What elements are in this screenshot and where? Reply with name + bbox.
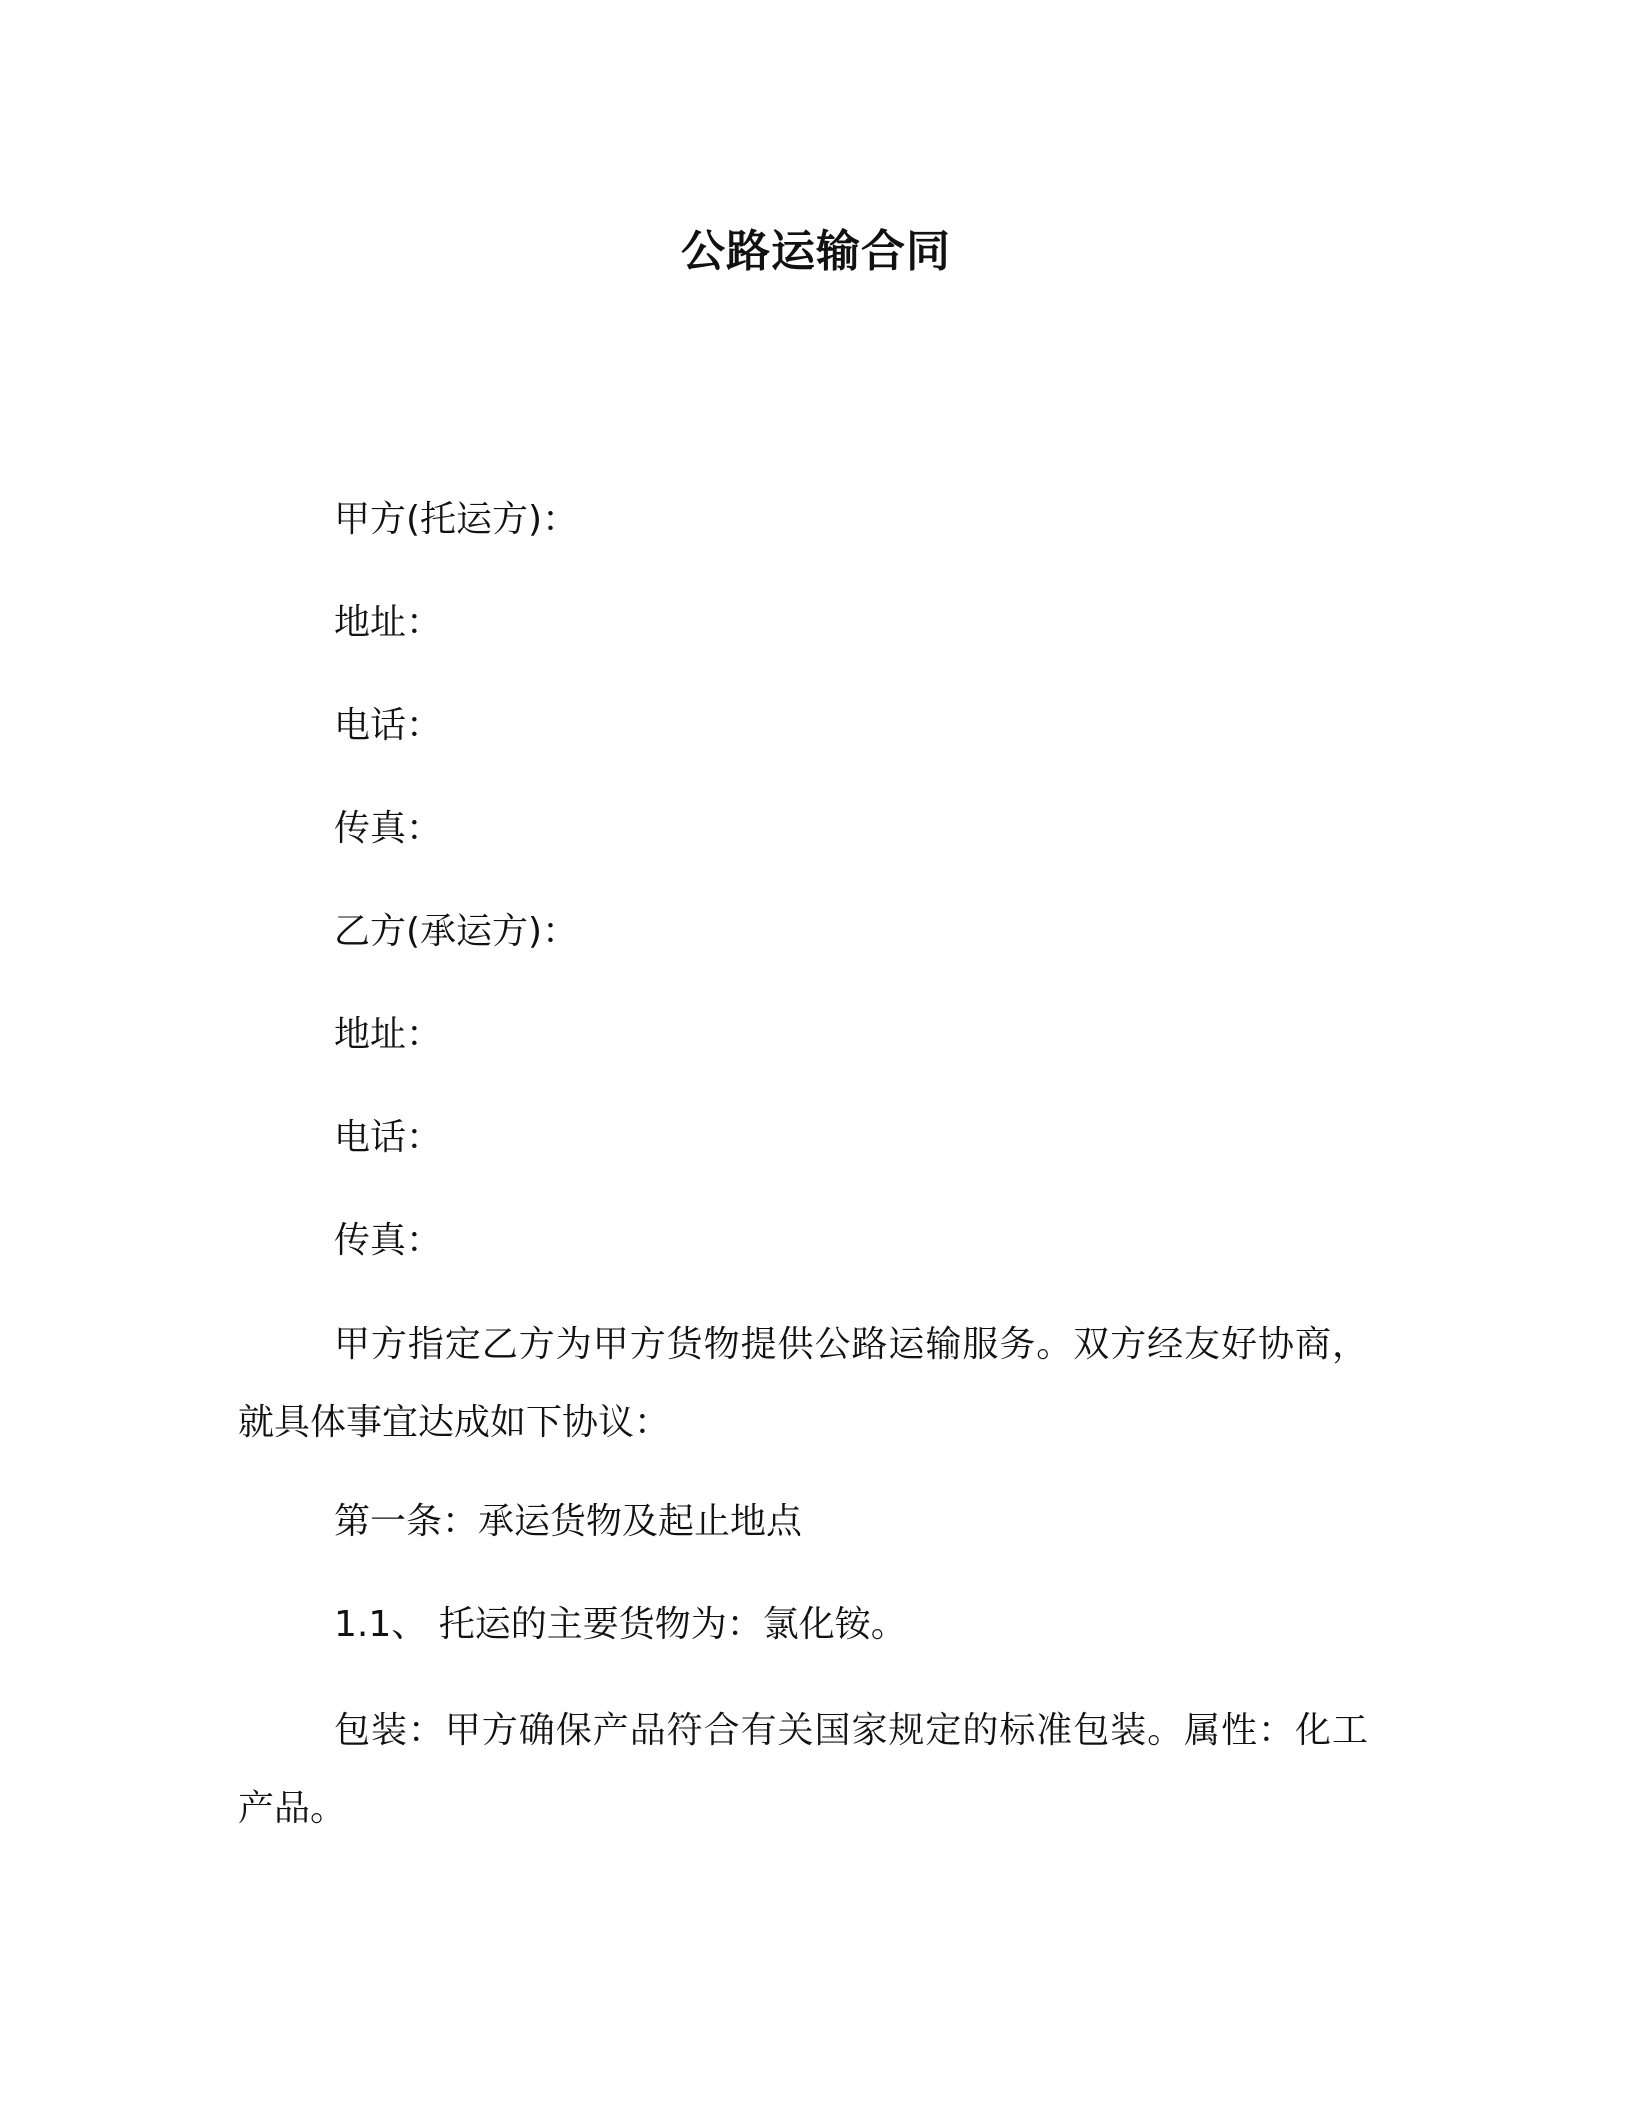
party-a-phone-label: 电话： xyxy=(334,705,443,746)
party-b-label: 乙方(承运方)： xyxy=(334,911,579,952)
party-b-address-label: 地址： xyxy=(334,1014,443,1055)
article-1-heading: 第一条：承运货物及起止地点 xyxy=(334,1501,803,1542)
party-b-fax-label: 传真： xyxy=(334,1220,443,1261)
clause-1-1: 1.1、 托运的主要货物为：氯化铵。 xyxy=(334,1604,907,1645)
packaging-paragraph: 包装：甲方确保产品符合有关国家规定的标准包装。属性：化工产品。 xyxy=(238,1710,1368,1829)
party-a-address-label: 地址： xyxy=(334,602,443,643)
document-title: 公路运输合同 xyxy=(681,226,951,277)
party-a-label: 甲方(托运方)： xyxy=(334,499,579,540)
party-b-phone-label: 电话： xyxy=(334,1117,443,1158)
intro-paragraph: 甲方指定乙方为甲方货物提供公路运输服务。双方经友好协商，就具体事宜达成如下协议： xyxy=(238,1324,1368,1443)
party-a-fax-label: 传真： xyxy=(334,808,443,849)
